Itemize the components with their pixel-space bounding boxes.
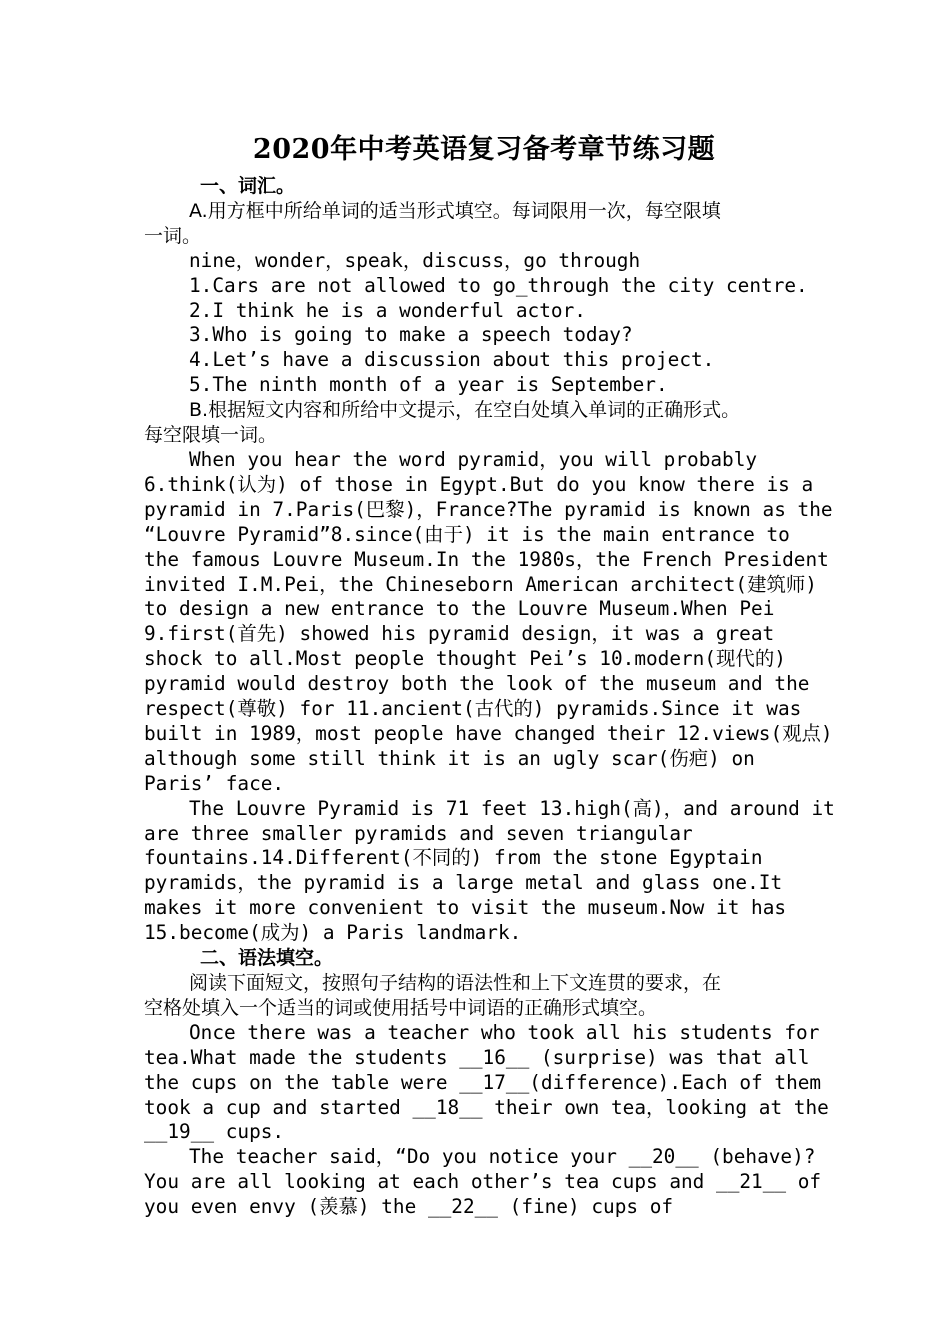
tea-passage-paragraph-2 xyxy=(144,1145,824,1220)
word-box: nine，wonder，speak，discuss，go through xyxy=(189,248,641,272)
passage-line: although some still think it is an ugly scar(伤疤) on xyxy=(144,746,755,770)
passage-line: Once there was a teacher who took all his students for xyxy=(189,1020,820,1044)
partA-instruction-cont: 一词。 xyxy=(144,224,202,247)
tea-passage-paragraph-1 xyxy=(144,1020,829,1146)
section1-heading: 一、词汇。 xyxy=(200,175,296,197)
passage-line: makes it more convenient to visit the museum.Now it has xyxy=(144,896,787,920)
vocab-item-3: 3.Who is going to make a speech today? xyxy=(189,323,633,347)
section2-instruction: 阅读下面短文，按照句子结构的语法性和上下文连贯的要求，在 xyxy=(189,972,722,994)
passage-line: __19__ cups. xyxy=(144,1120,285,1144)
vocab-item-4: 4.Let’s have a discussion about this project. xyxy=(189,348,715,372)
document-page xyxy=(144,130,835,1220)
passage-line: pyramid would destroy both the look of the museum and the xyxy=(144,672,810,696)
pyramid-passage-paragraph-2 xyxy=(144,796,835,946)
partB-instruction: B.根据短文内容和所给中文提示，在空白处填入单词的正确形式。 xyxy=(189,399,741,422)
passage-line: pyramids，the pyramid is a large metal and glass one.It xyxy=(144,871,783,895)
vocab-item-1: 1.Cars are not allowed to go_through the city centre. xyxy=(189,273,808,297)
passage-line: are three smaller pyramids and seven triangular xyxy=(144,821,693,845)
partB-instruction-cont: 每空限填一词。 xyxy=(144,424,278,447)
passage-line: Paris’ face. xyxy=(144,771,285,795)
passage-line: the famous Louvre Museum.In the 1980s，the French President xyxy=(144,547,829,571)
passage-line: the cups on the table were __17__(difference).Each of them xyxy=(144,1070,822,1094)
section2-instruction-cont: 空格处填入一个适当的词或使用括号中词语的正确形式填空。 xyxy=(144,996,658,1019)
passage-line: When you hear the word pyramid，you will probably xyxy=(189,447,758,471)
passage-line: The teacher said，“Do you notice your __20__ (behave)? xyxy=(189,1145,816,1169)
passage-line: pyramid in 7.Paris(巴黎)，France?The pyramid is known as the xyxy=(144,497,833,521)
passage-line: 6.think(认为) of those in Egypt.But do you know there is a xyxy=(144,472,814,496)
passage-line: took a cup and started __18__ their own tea，looking at the xyxy=(144,1095,829,1119)
passage-line: respect(尊敬) for 11.ancient(古代的) pyramids.Since it was xyxy=(144,697,802,721)
section2-heading: 二、语法填空。 xyxy=(200,947,334,970)
passage-line: You are all looking at each other’s tea cups and __21__ of xyxy=(144,1170,822,1194)
passage-line: built in 1989，most people have changed their 12.views(观点) xyxy=(144,721,833,745)
vocab-item-5: 5.The ninth month of a year is September. xyxy=(189,373,668,397)
passage-line: 15.become(成为) a Paris landmark. xyxy=(144,921,522,945)
partA-instruction: A.用方框中所给单词的适当形式填空。每词限用一次，每空限填 xyxy=(189,199,721,222)
passage-line: tea.What made the students __16__ (surprise) was that all xyxy=(144,1045,810,1069)
passage-line: shock to all.Most people thought Pei’s 10.modern(现代的) xyxy=(144,647,786,671)
passage-line: The Louvre Pyramid is 71 feet 13.high(高)，and around it xyxy=(189,796,835,820)
passage-line: to design a new entrance to the Louvre Museum.When Pei xyxy=(144,597,775,621)
passage-line: invited I.M.Pei，the Chineseborn American architect(建筑师) xyxy=(144,572,817,596)
document-title: 2020年中考英语复习备考章节练习题 xyxy=(252,134,716,165)
passage-line: “Louvre Pyramid”8.since(由于) it is the main entrance to xyxy=(144,522,790,546)
passage-line: 9.first(首先) showed his pyramid design，it was a great xyxy=(144,622,775,646)
pyramid-passage-paragraph-1 xyxy=(144,447,833,797)
passage-line: you even envy (羡慕) the __22__ (fine) cups of xyxy=(144,1195,674,1219)
vocab-item-2: 2.I think he is a wonderful actor. xyxy=(189,298,586,322)
passage-line: fountains.14.Different(不同的) from the stone Egyptain xyxy=(144,846,763,870)
